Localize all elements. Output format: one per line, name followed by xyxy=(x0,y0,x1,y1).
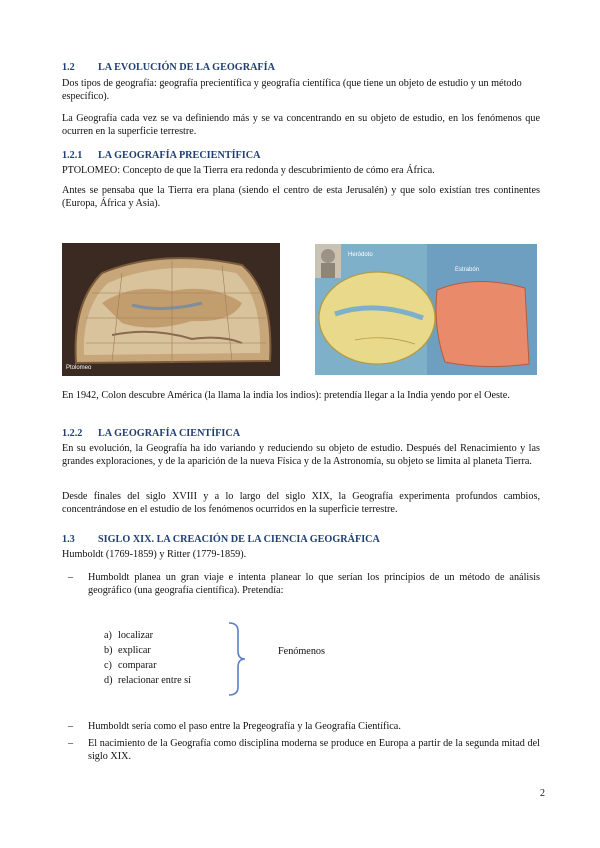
list-text: localizar xyxy=(118,630,154,641)
section-title: LA GEOGRAFÍA PRECIENTÍFICA xyxy=(98,150,261,161)
paragraph-xviii-xix: Desde finales del siglo XVIII y a lo largo del siglo XIX, la Geografía experimenta profundos cambios, concentrándose en el estudio de los fenómenos ocurridos en la superficie terrestre. xyxy=(62,491,540,516)
paragraph-evolution: En su evolución, la Geografía ha ido variando y reduciendo su objeto de estudio. Después del Renacimiento y las grandes exploraciones, y de la aparición de la nueva Física y de la Astronomía, su objeto se limita al planeta Tierra. xyxy=(62,443,540,468)
phenomena-label: Fenómenos xyxy=(278,646,325,657)
section-heading-1-2-2 xyxy=(62,427,240,440)
paragraph-geography-types: Dos tipos de geografía: geografía precientífica y geografía científica (que tiene un objeto de estudio y un método específico). xyxy=(62,78,522,103)
list-item xyxy=(104,629,191,644)
paragraph-ptolomeo: PTOLOMEO: Concepto de que la Tierra era redonda y descubrimiento de cómo era África. xyxy=(62,165,435,176)
section-number: 1.2 xyxy=(62,62,75,73)
bullet-text: El nacimiento de la Geografía como disciplina moderna se produce en Europa a partir de la segunda mitad del siglo XIX. xyxy=(88,738,540,763)
ptolemy-caption: Ptolomeo xyxy=(66,365,92,371)
section-heading-1-3 xyxy=(62,533,380,546)
ptolemy-map-illustration xyxy=(62,243,280,376)
bullet-text: Humboldt sería como el paso entre la Pregeografía y la Geografía Científica. xyxy=(88,721,401,732)
bullet-dash: – xyxy=(68,738,74,749)
paragraph-flat-earth: Antes se pensaba que la Tierra era plana (siendo el centro de esta Jerusalén) y que solo existían tres continentes (Europa, África y Asia). xyxy=(62,185,540,210)
list-text: relacionar entre sí xyxy=(118,675,191,686)
page-number: 2 xyxy=(540,788,545,799)
paragraph-colon: En 1942, Colon descubre América (la llama la india los indios): pretendía llegar a la India yendo por el Oeste. xyxy=(62,390,510,401)
strabo-label: Estrabón xyxy=(455,267,480,273)
objectives-list xyxy=(104,629,191,689)
section-title: SIGLO XIX. LA CREACIÓN DE LA CIENCIA GEOGRÁFICA xyxy=(98,534,380,545)
curly-brace xyxy=(226,621,248,697)
list-marker: b) xyxy=(104,645,113,656)
list-text: explicar xyxy=(118,645,151,656)
list-item xyxy=(104,659,191,674)
bullet-dash: – xyxy=(68,721,74,732)
herodotus-strabo-illustration xyxy=(315,244,537,375)
herodotus-label: Heródoto xyxy=(348,252,373,258)
section-title: LA GEOGRAFÍA CIENTÍFICA xyxy=(98,428,241,439)
section-title: LA EVOLUCIÓN DE LA GEOGRAFÍA xyxy=(98,62,275,73)
paragraph-geography-definition: La Geografía cada vez se va definiendo más y se va concentrando en su objeto de estudio, en los fenómenos que ocurren en la superficie terrestre. xyxy=(62,113,540,138)
list-item xyxy=(104,674,191,689)
herodotus-strabo-map-image xyxy=(315,244,537,375)
section-heading-1-2 xyxy=(62,61,275,74)
section-number: 1.2.1 xyxy=(62,150,83,161)
section-heading-1-2-1 xyxy=(62,149,260,162)
list-text: comparar xyxy=(118,660,157,671)
bullet-humboldt-plan xyxy=(68,571,540,598)
ptolemy-map-image xyxy=(62,243,280,376)
list-marker: c) xyxy=(104,660,112,671)
section-number: 1.3 xyxy=(62,534,75,545)
bullet-humboldt-step xyxy=(68,720,540,733)
paragraph-humboldt-ritter: Humboldt (1769-1859) y Ritter (1779-1859). xyxy=(62,549,247,560)
bullet-dash: – xyxy=(68,572,74,583)
list-marker: d) xyxy=(104,675,113,686)
bullet-modern-geography xyxy=(68,737,540,764)
section-number: 1.2.2 xyxy=(62,428,83,439)
list-marker: a) xyxy=(104,630,112,641)
list-item xyxy=(104,644,191,659)
bullet-text: Humboldt planea un gran viaje e intenta planear lo que serían los principios de un método de análisis geográfico (una geografía científica). Pretendía: xyxy=(88,572,540,597)
